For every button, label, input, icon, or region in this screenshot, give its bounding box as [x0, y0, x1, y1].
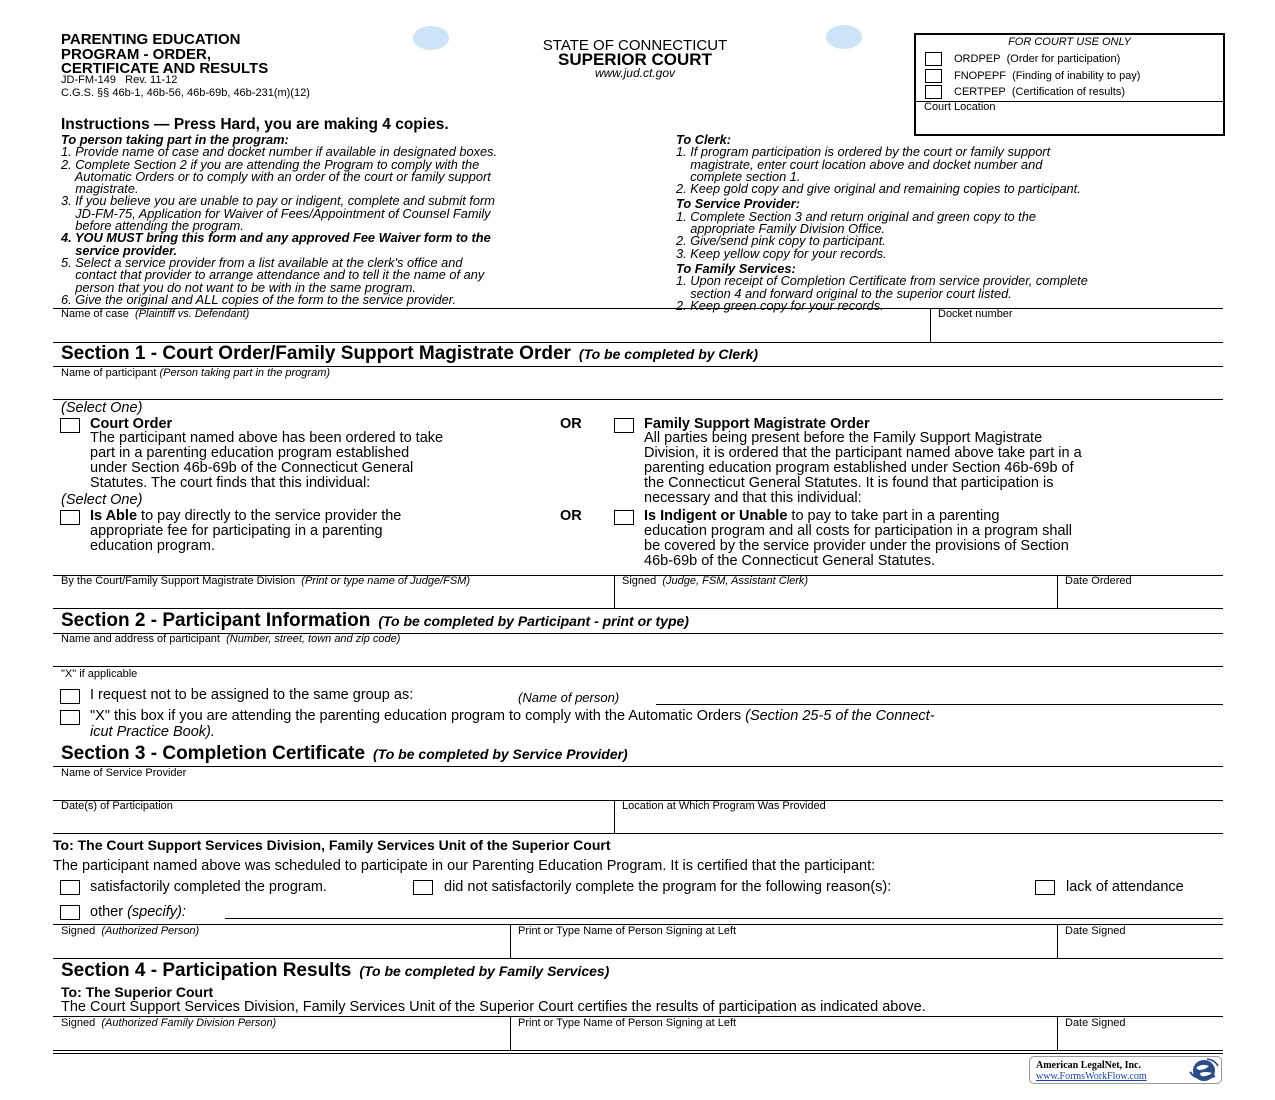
case-name-input[interactable] — [61, 321, 921, 341]
instruction-line: magistrate, enter court location above and docket number and — [676, 156, 1043, 172]
lack-attendance-checkbox[interactable] — [1035, 880, 1055, 895]
service-provider-input[interactable] — [61, 780, 1211, 798]
family-division-signature-field[interactable] — [61, 1030, 501, 1048]
instruction-line: 3. Keep yellow copy for your records. — [676, 245, 887, 261]
select-one-label: (Select One) — [61, 400, 143, 416]
instruction-line: 2. Complete Section 2 if you are attending the Program to comply with the — [61, 156, 480, 172]
section4-title: Section 4 - Participation Results (To be completed by Family Services) — [61, 960, 610, 981]
date-signed-label-4: Date Signed — [1065, 1017, 1126, 1029]
instruction-line: 6. Give the original and ALL copies of the form to the service provider. — [61, 291, 457, 307]
fsm-order-checkbox[interactable] — [614, 418, 634, 433]
is-able-text: Is Able to pay directly to the service provider the appropriate fee for participating in a parenting education program. — [90, 508, 402, 554]
instruction-line: 3. If you believe you are unable to pay or indigent, complete and submit form — [61, 193, 495, 209]
provider-print-name-input[interactable] — [518, 938, 1048, 956]
instruction-line: section 4 and forward original to the superior court listed. — [676, 285, 1012, 301]
same-group-text: I request not to be assigned to the same group as: — [90, 687, 414, 703]
logo-company: American LegalNet, Inc. — [1036, 1060, 1141, 1071]
instruction-line: appropriate Family Division Office. — [676, 221, 886, 237]
instructions-heading: Instructions — Press Hard, you are making 4 copies. — [61, 116, 449, 133]
fsm-order-title: Family Support Magistrate Order — [644, 416, 870, 432]
family-division-date-input[interactable] — [1065, 1030, 1215, 1048]
program-location-input[interactable] — [622, 813, 1212, 831]
instruction-line: service provider. — [61, 242, 177, 258]
print-name-label-3: Print or Type Name of Person Signing at Left — [518, 925, 737, 937]
instruction-line: 1. If program participation is ordered by the court or family support — [676, 144, 1051, 160]
instruction-line: 2. Give/send pink copy to participant. — [676, 233, 886, 249]
judge-signature-field[interactable] — [622, 588, 1047, 606]
instruction-line: JD-FM-75, Application for Waiver of Fees/Appointment of Counsel Family — [61, 205, 491, 221]
case-name-label: Name of case (Plaintiff vs. Defendant) — [61, 308, 250, 320]
logo-url[interactable]: www.FormsWorkFlow.com — [1036, 1071, 1147, 1082]
form-number: JD-FM-149 Rev. 11-12 — [61, 74, 178, 86]
instruction-line: before attending the program. — [61, 218, 244, 234]
statutes: C.G.S. §§ 46b-1, 46b-56, 46b-69b, 46b-231(m)(12) — [61, 87, 310, 99]
or-label-2: OR — [560, 508, 582, 524]
results-text: The Court Support Services Division, Family Services Unit of the Superior Court certifies the results of participation as indicated above. — [61, 999, 926, 1015]
not-satisfactory-checkbox[interactable] — [413, 880, 433, 895]
instruction-line: To Service Provider: — [676, 196, 800, 212]
instruction-line: 1. Upon receipt of Completion Certificate from service provider, complete — [676, 273, 1088, 289]
instruction-line: complete section 1. — [676, 168, 801, 184]
court-location-label: Court Location — [924, 101, 996, 113]
other-checkbox[interactable] — [60, 905, 80, 920]
instruction-line: To person taking part in the program: — [61, 132, 289, 147]
participant-address-label: Name and address of participant (Number, street, town and zip code) — [61, 633, 401, 645]
court-name: SUPERIOR COURT — [558, 50, 712, 69]
instruction-line: 1. Complete Section 3 and return original and green copy to the — [676, 208, 1036, 224]
is-able-checkbox[interactable] — [60, 510, 80, 525]
same-group-hint: (Name of person) — [518, 690, 620, 705]
court-website: www.jud.ct.gov — [594, 66, 676, 80]
participant-name-input[interactable] — [61, 380, 1211, 398]
automatic-orders-checkbox[interactable] — [60, 710, 80, 725]
print-name-label-4: Print or Type Name of Person Signing at Left — [518, 1017, 737, 1029]
court-order-checkbox[interactable] — [60, 418, 80, 433]
signed-label-3: Signed (Authorized Person) — [61, 925, 200, 937]
signed-label-1: Signed (Judge, FSM, Assistant Clerk) — [622, 575, 809, 587]
american-legalnet-logo — [1029, 1056, 1222, 1084]
not-satisfactory-label: did not satisfactorily complete the program for the following reason(s): — [444, 879, 892, 895]
program-location-label: Location at Which Program Was Provided — [622, 800, 826, 812]
instruction-line: To Clerk: — [676, 132, 731, 147]
court-use-box — [914, 33, 1225, 136]
section1-title: Section 1 - Court Order/Family Support Magistrate Order (To be completed by Clerk) — [61, 343, 759, 364]
service-provider-label: Name of Service Provider — [61, 767, 187, 779]
certification-text: The participant named above was scheduled to participate in our Parenting Education Program. It is certified that the participant: — [53, 858, 876, 874]
section2-title: Section 2 - Participant Information (To be completed by Participant - print or type) — [61, 610, 689, 631]
by-court-label: By the Court/Family Support Magistrate Division (Print or type name of Judge/FSM) — [61, 575, 471, 587]
instruction-line: 5. Select a service provider from a list available at the clerk's office and — [61, 254, 463, 270]
is-indigent-text: Is Indigent or Unable to pay to take part in a parenting education program and all costs for participation in a program shall be covered by the service provider under the provisions of Section 46b-69b of the Connecticut General Statutes. — [644, 508, 1072, 569]
lack-attendance-label: lack of attendance — [1066, 879, 1184, 895]
instructions-right-column — [676, 134, 1088, 312]
ordpep-label: ORDPEP (Order for participation) — [954, 53, 1121, 65]
instruction-line: Automatic Orders or to comply with an order of the court or family support — [61, 168, 491, 184]
instruction-line: person that you do not want to be with in the same program. — [61, 279, 416, 295]
date-ordered-label: Date Ordered — [1065, 575, 1132, 587]
same-group-name-input[interactable] — [656, 688, 1216, 704]
instruction-line: 2. Keep green copy for your records. — [676, 297, 884, 313]
other-label: other (specify): — [90, 904, 186, 920]
punch-hole-left — [413, 26, 449, 50]
fsm-order-text: All parties being present before the Family Support Magistrate Division, it is ordered that the participant named above take part in a parenting education program established under Section 46b-69b of the Connecticut General Statutes. It is found that participation is necessary and that this individual: — [644, 430, 1082, 506]
participant-address-input[interactable] — [61, 646, 1211, 664]
instruction-line: contact that provider to arrange attendance and to tell it the name of any — [61, 267, 485, 283]
state-name: STATE OF CONNECTICUT — [542, 37, 728, 54]
same-group-checkbox[interactable] — [60, 689, 80, 704]
select-one-label-2: (Select One) — [61, 492, 143, 508]
provider-signature-field[interactable] — [61, 938, 501, 956]
docket-number-input[interactable] — [938, 321, 1218, 341]
is-indigent-checkbox[interactable] — [614, 510, 634, 525]
ordpep-checkbox[interactable] — [925, 52, 942, 66]
family-division-print-name-input[interactable] — [518, 1030, 1048, 1048]
fnopepf-checkbox[interactable] — [925, 69, 942, 83]
to-superior-court: To: The Superior Court — [61, 984, 214, 1000]
fnopepf-label: FNOPEPF (Finding of inability to pay) — [954, 70, 1141, 82]
instruction-line: To Family Services: — [676, 260, 796, 276]
instruction-line: 2. Keep gold copy and give original and remaining copies to participant. — [676, 181, 1081, 197]
date-ordered-input[interactable] — [1065, 588, 1215, 606]
satisfactory-checkbox[interactable] — [60, 880, 80, 895]
docket-number-label: Docket number — [938, 308, 1013, 320]
punch-hole-right — [826, 25, 862, 49]
other-reason-input[interactable] — [228, 903, 1218, 917]
dates-participation-label: Date(s) of Participation — [61, 800, 173, 812]
globe-icon — [1187, 1058, 1221, 1083]
dates-participation-input[interactable] — [61, 813, 606, 831]
court-order-title: Court Order — [90, 416, 173, 432]
instruction-line: 4. YOU MUST bring this form and any approved Fee Waiver form to the — [61, 230, 491, 246]
certpep-label: CERTPEP (Certification of results) — [954, 86, 1125, 98]
provider-date-input[interactable] — [1065, 938, 1215, 956]
form-title: PARENTING EDUCATION PROGRAM - ORDER, CERTIFICATE AND RESULTS — [61, 31, 269, 77]
instruction-line: magistrate. — [61, 181, 139, 197]
court-use-title: FOR COURT USE ONLY — [1008, 36, 1131, 48]
or-label-1: OR — [560, 416, 582, 432]
section3-title: Section 3 - Completion Certificate (To be completed by Service Provider) — [61, 743, 628, 764]
signed-label-4: Signed (Authorized Family Division Person) — [61, 1017, 277, 1029]
certpep-checkbox[interactable] — [925, 85, 942, 99]
court-order-text: The participant named above has been ordered to take part in a parenting education program established under Section 46b-69b of the Connecticut General Statutes. The court finds that this individual: — [90, 430, 444, 491]
x-if-applicable-label: "X" if applicable — [61, 668, 138, 680]
automatic-orders-text: "X" this box if you are attending the parenting education program to comply with the Automatic Orders (Section 25-5 of the Connect- icut Practice Book). — [90, 708, 935, 740]
date-signed-label-3: Date Signed — [1065, 925, 1126, 937]
satisfactory-label: satisfactorily completed the program. — [90, 879, 327, 895]
instructions-left-column — [61, 134, 497, 306]
participant-name-label: Name of participant (Person taking part in the program) — [61, 367, 331, 379]
instruction-line: 1. Provide name of case and docket number if available in designated boxes. — [61, 144, 498, 160]
judge-name-input[interactable] — [61, 588, 606, 606]
to-css-line: To: The Court Support Services Division, Family Services Unit of the Superior Court — [53, 837, 611, 853]
